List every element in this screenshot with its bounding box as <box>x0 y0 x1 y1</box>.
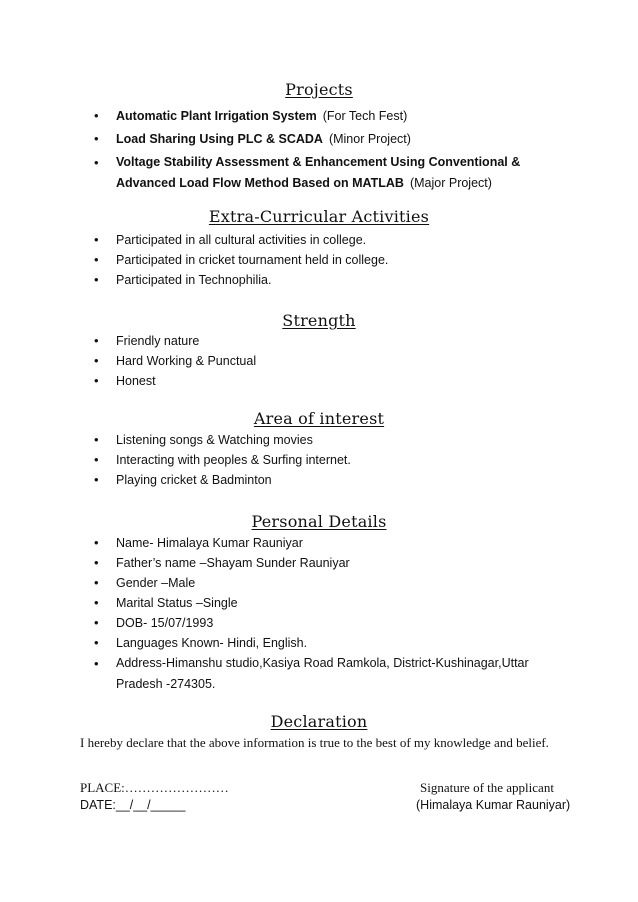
bullet-icon: • <box>94 252 99 267</box>
bullet-icon: • <box>94 353 99 368</box>
signer-name: (Himalaya Kumar Rauniyar) <box>416 798 571 812</box>
list-item: • Participated in cricket tournament held in college. <box>0 250 638 270</box>
list-item: • Name- Himalaya Kumar Rauniyar <box>0 533 638 553</box>
bullet-icon: • <box>94 155 99 170</box>
list-item: • DOB- 15/07/1993 <box>0 613 638 633</box>
projects-heading: Projects <box>285 80 353 99</box>
date-field: DATE:__/__/_____ <box>80 798 186 812</box>
list-item: • Marital Status –Single <box>0 593 638 613</box>
place-field: PLACE:…………………… <box>80 780 229 795</box>
bullet-icon: • <box>94 232 99 247</box>
bullet-icon: • <box>94 535 99 550</box>
list-item: • Voltage Stability Assessment & Enhancement Using Conventional & Advanced Load Flow Method Based on MATLAB (Major Project) <box>0 152 638 194</box>
list-item: • Playing cricket & Badminton <box>0 470 638 490</box>
extra-curricular-list <box>0 230 638 290</box>
bullet-icon: • <box>94 656 99 671</box>
list-item: • Listening songs & Watching movies <box>0 430 638 450</box>
bullet-icon: • <box>94 472 99 487</box>
interest-heading: Area of interest <box>253 409 385 428</box>
bullet-icon: • <box>94 615 99 630</box>
bullet-icon: • <box>94 333 99 348</box>
list-item: • Load Sharing Using PLC & SCADA (Minor Project) <box>0 129 638 149</box>
bullet-icon: • <box>94 452 99 467</box>
projects-list <box>0 106 638 194</box>
list-item: • Honest <box>0 371 638 391</box>
list-item: • Languages Known- Hindi, English. <box>0 633 638 653</box>
strength-list <box>0 331 638 391</box>
list-item: • Father’s name –Shayam Sunder Rauniyar <box>0 553 638 573</box>
extra-curricular-heading: Extra-Curricular Activities <box>208 207 430 226</box>
personal-details-heading: Personal Details <box>251 512 387 531</box>
list-item: • Participated in all cultural activities in college. <box>0 230 638 250</box>
bullet-icon: • <box>94 635 99 650</box>
list-item: • Automatic Plant Irrigation System (For Tech Fest) <box>0 106 638 126</box>
bullet-icon: • <box>94 131 99 146</box>
list-item: • Hard Working & Punctual <box>0 351 638 371</box>
personal-details-list <box>0 533 638 695</box>
bullet-icon: • <box>94 432 99 447</box>
list-item: • Gender –Male <box>0 573 638 593</box>
bullet-icon: • <box>94 555 99 570</box>
signature-label: Signature of the applicant <box>420 780 554 795</box>
interest-list <box>0 430 638 490</box>
bullet-icon: • <box>94 595 99 610</box>
declaration-text: I hereby declare that the above information is true to the best of my knowledge and belief. <box>80 735 549 750</box>
list-item: • Friendly nature <box>0 331 638 351</box>
bullet-icon: • <box>94 108 99 123</box>
list-item: • Interacting with peoples & Surfing internet. <box>0 450 638 470</box>
declaration-heading: Declaration <box>270 712 368 731</box>
strength-heading: Strength <box>282 311 356 330</box>
list-item: • Address-Himanshu studio,Kasiya Road Ramkola, District-Kushinagar,Uttar Pradesh -274305. <box>0 653 638 695</box>
bullet-icon: • <box>94 272 99 287</box>
list-item: • Participated in Technophilia. <box>0 270 638 290</box>
bullet-icon: • <box>94 575 99 590</box>
bullet-icon: • <box>94 373 99 388</box>
